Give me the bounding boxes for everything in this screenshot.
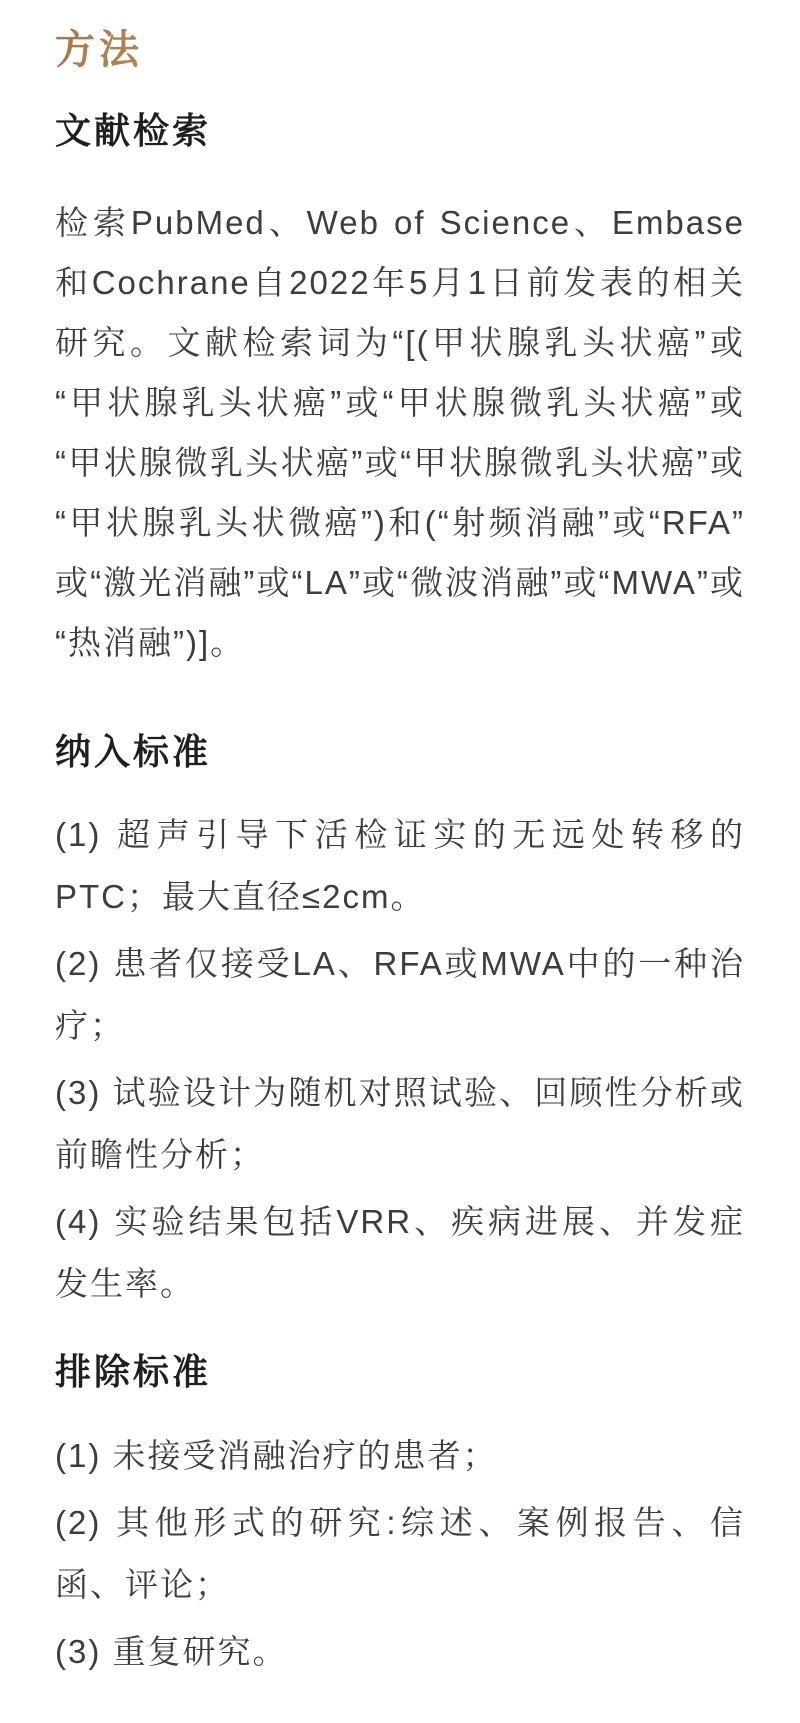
exclusion-item-3: (3) 重复研究。 <box>55 1632 288 1670</box>
exclusion-item-2: (2) 其他形式的研究:综述、案例报告、信函、评论； <box>55 1503 745 1603</box>
inclusion-item-1: (1) 超声引导下活检证实的无远处转移的PTC；最大直径≤2cm。 <box>55 816 745 916</box>
inclusion-item-4: (4) 实验结果包括VRR、疾病进展、并发症发生率。 <box>55 1203 745 1303</box>
literature-search-heading: 文献检索 <box>55 111 212 151</box>
exclusion-criteria-list <box>55 1425 745 1683</box>
exclusion-criteria-heading: 排除标准 <box>55 1352 212 1393</box>
inclusion-criteria-list <box>55 804 745 1315</box>
page-title: 方法 <box>55 26 745 74</box>
section-inclusion-criteria <box>55 731 745 1315</box>
inclusion-criteria-heading: 纳入标准 <box>55 732 212 773</box>
section-exclusion-criteria <box>55 1351 745 1682</box>
inclusion-item-2: (2) 患者仅接受LA、RFA或MWA中的一种治疗； <box>55 945 745 1045</box>
section-literature-search <box>55 110 745 673</box>
exclusion-item-1: (1) 未接受消融治疗的患者； <box>55 1436 498 1474</box>
inclusion-item-3: (3) 试验设计为随机对照试验、回顾性分析或前瞻性分析； <box>55 1074 745 1174</box>
literature-search-paragraph: 检索PubMed、Web of Science、Embase和Cochrane自2022年5月1日前发表的相关研究。文献检索词为“[(甲状腺乳头状癌”或“甲状腺乳头状癌”或“甲状腺微乳头状癌”或“甲状腺微乳头状癌”或“甲状腺微乳头状癌”或“甲状腺乳头状微癌”)和(“射频消融”或“RFA”或“激光消融”或“LA”或“微波消融”或“MWA”或“热消融”)]。 <box>55 204 745 662</box>
